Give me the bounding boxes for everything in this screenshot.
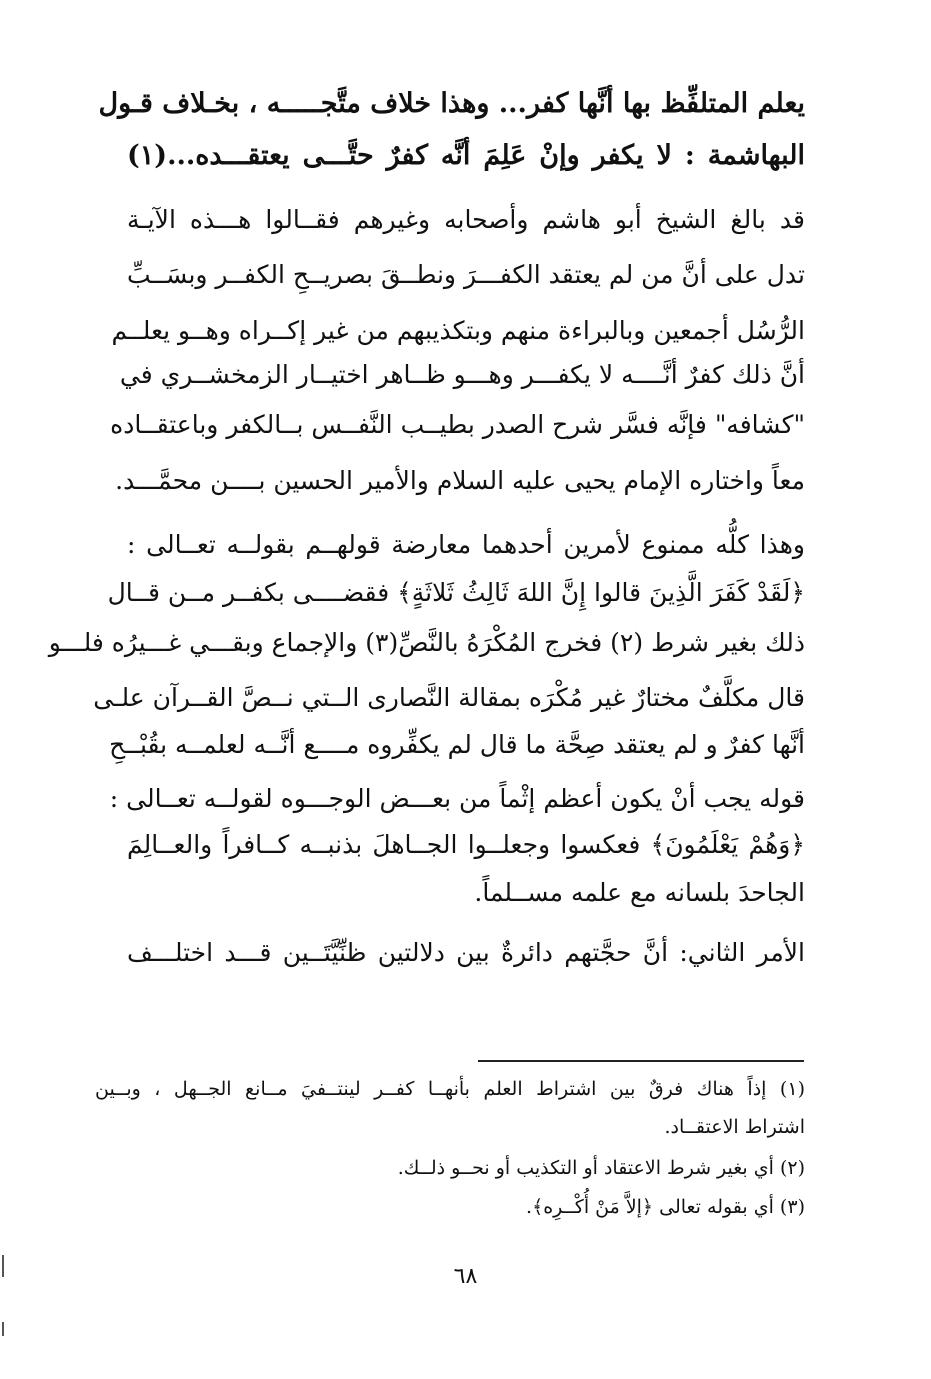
scan-edge-mark	[2, 1255, 4, 1277]
footnote-1-line-2: اشتراط الاعتقــاد.	[664, 1116, 805, 1138]
footnote-3: (٣) أي بقوله تعالى ﴿إلاَّ مَنْ أُكْــرِه﴾.	[526, 1196, 805, 1218]
paragraph2-line-4: قال مكلَّفٌ مختارٌ غير مُكْرَه بمقالة النَّصارى الــتي نــصَّ القــرآن علـى	[93, 683, 805, 712]
page-number: ٦٨	[453, 1264, 478, 1289]
heading-line-1: يعلم المتلفِّظ بها أنَّها كفر... وهذا خلاف متَّجـــــه ، بخـلاف قـول	[98, 88, 805, 119]
paragraph2-line-1: وهذا كلُّه ممنوع لأمرين أحدهما معارضة قولهــم بقولــه تعــالى :	[127, 530, 805, 559]
paragraph1-line-1: قد بالغ الشيخ أبو هاشم وأصحابه وغيرهم فقــالوا هـــذه الآيـة	[127, 205, 805, 234]
footnote-divider	[478, 1060, 804, 1062]
paragraph1-line-3: الرُّسُل أجمعين وبالبراءة منهم وبتكذيبهم من غير إكــراه وهــو يعلــم	[111, 316, 805, 345]
scan-edge-mark	[2, 1322, 4, 1336]
paragraph3-line-1: الأمر الثاني: أنَّ حجَّتهم دائرةٌ بين دلالتين ظنِّيَّتَــين قـــد اختلـــف	[127, 938, 805, 967]
footnote-1-line-1: (١) إذاً هناك فرقٌ بين اشتراط العلم بأنهــا كفــر لينتــفيَ مــانع الجــهل ، وبــين	[95, 1078, 805, 1100]
paragraph1-line-5: "كشافه" فإنَّه فسَّر شرح الصدر بطيــب النَّفــس بــالكفر وباعتقــاده	[110, 410, 805, 439]
paragraph2-line-3: ذلك بغير شرط (٢) فخرج المُكْرَهُ بالنَّصِّ(٣) والإجماع وبقـــي غـــيرُه فلـــو	[48, 628, 805, 657]
paragraph1-line-2: تدل على أنَّ من لم يعتقد الكفـــرَ ونطــقَ بصريــحِ الكفــر وبسَــبِّ	[126, 260, 805, 289]
paragraph1-line-6: معاً واختاره الإمام يحيى عليه السلام والأمير الحسين بــــن محمَّـــد.	[115, 466, 805, 495]
footnote-2: (٢) أي بغير شرط الاعتقاد أو التكذيب أو نحــو ذلــك.	[397, 1157, 805, 1179]
paragraph2-line-5: أنَّها كفرٌ و لم يعتقد صِحَّة ما قال لم يكفِّروه مــــع أنَّــه لعلمــه بقُبْــحِ	[109, 730, 805, 759]
heading-line-2: البهاشمة : لا يكفر وإنْ عَلِمَ أنَّه كفرٌ حتَّـــى يعتقـــده...(١)	[127, 140, 805, 171]
paragraph1-line-4: أنَّ ذلك كفرٌ أنَّــــه لا يكفـــر وهـــو ظــاهر اختيــار الزمخشــري في	[119, 360, 805, 389]
paragraph2-line-7: ﴿وَهُمْ يَعْلَمُونَ﴾ فعكسوا وجعلــوا الجــاهلَ بذنبــه كــافراً والعــالِمَ	[127, 830, 805, 859]
paragraph2-line-6: قوله يجب أنْ يكون أعظم إثْماً من بعـــض الوجـــوه لقولــه تعــالى :	[109, 784, 805, 813]
paragraph2-line-2: ﴿لَقَدْ كَفَرَ الَّذِينَ قالوا إِنَّ اللهَ ثَالِثُ ثَلاثَةٍ﴾ فقضــــى بكفــر مــن قــال	[107, 578, 805, 607]
paragraph2-line-8: الجاحدَ بلسانه مع علمه مســلماً.	[474, 878, 805, 907]
